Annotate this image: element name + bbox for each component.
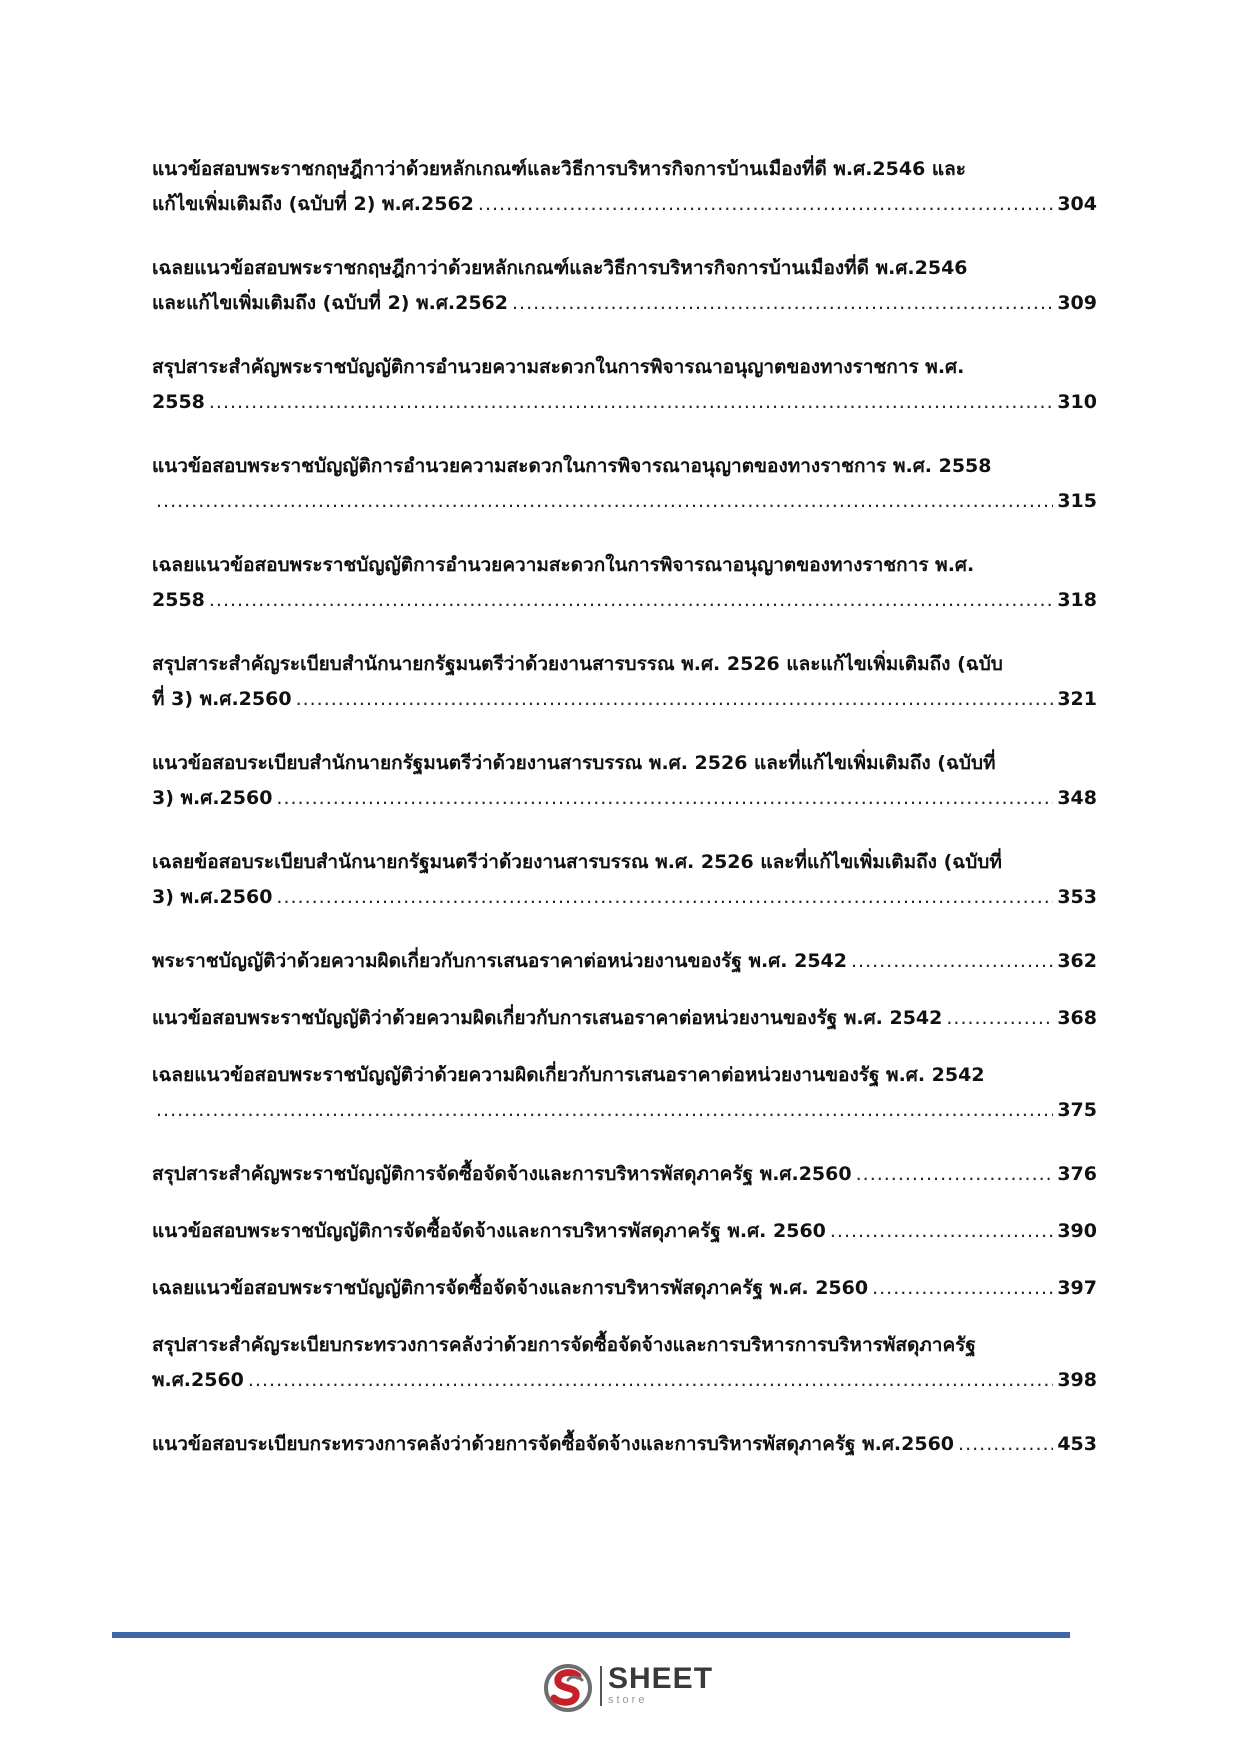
toc-entry[interactable]: [152, 1214, 1097, 1249]
logo-wordmark: SHEET: [608, 1662, 714, 1695]
dot-leader: [156, 1093, 1053, 1128]
toc-entry[interactable]: [152, 251, 1097, 321]
toc-entry[interactable]: [152, 746, 1097, 816]
toc-entry-last-line: [152, 484, 1097, 519]
toc-entry-title-tail: 2558: [152, 391, 205, 413]
toc-entry-title-tail: 3) พ.ศ.2560: [152, 787, 273, 809]
toc-entry-last-line: [152, 187, 1097, 222]
toc-page-number: 398: [1057, 1369, 1097, 1391]
dot-leader: [946, 1001, 1053, 1036]
toc-entry-last-line: [152, 880, 1097, 915]
toc-entry-last-line: [152, 1214, 1097, 1249]
toc-page-number: 453: [1057, 1433, 1097, 1455]
dot-leader: [872, 1271, 1053, 1306]
toc-entry-title-line: แนวข้อสอบพระราชบัญญัติการอำนวยความสะดวกในการพิจารณาอนุญาตของทางราชการ พ.ศ. 2558: [152, 455, 992, 477]
footer-divider: [112, 1632, 1070, 1638]
toc-entry-title-line: สรุปสาระสำคัญพระราชบัญญัติการอำนวยความสะดวกในการพิจารณาอนุญาตของทางราชการ พ.ศ.: [152, 356, 965, 378]
toc-entry-last-line: [152, 1271, 1097, 1306]
toc-entry-title-line: เฉลยแนวข้อสอบพระราชบัญญัติการอำนวยความสะดวกในการพิจารณาอนุญาตของทางราชการ พ.ศ.: [152, 554, 975, 576]
toc-entry-title-tail: แนวข้อสอบพระราชบัญญัติว่าด้วยความผิดเกี่ยวกับการเสนอราคาต่อหน่วยงานของรัฐ พ.ศ. 2542: [152, 1007, 943, 1029]
dot-leader: [296, 682, 1054, 717]
toc-entry-title-tail: แนวข้อสอบพระราชบัญญัติการจัดซื้อจัดจ้างและการบริหารพัสดุภาครัฐ พ.ศ. 2560: [152, 1220, 826, 1242]
toc-entry-last-line: [152, 1363, 1097, 1398]
toc-page-number: 321: [1057, 688, 1097, 710]
toc-entry[interactable]: [152, 1427, 1097, 1462]
toc-entry-last-line: [152, 385, 1097, 420]
toc-page-number: 375: [1057, 1099, 1097, 1121]
toc-entry-title-tail: แก้ไขเพิ่มเติมถึง (ฉบับที่ 2) พ.ศ.2562: [152, 193, 474, 215]
logo-separator: [600, 1666, 602, 1706]
toc-entry-last-line: [152, 1093, 1097, 1128]
dot-leader: [276, 880, 1053, 915]
toc-entry[interactable]: [152, 1157, 1097, 1192]
toc-page-number: 348: [1057, 787, 1097, 809]
toc-entry-title-tail: ที่ 3) พ.ศ.2560: [152, 688, 292, 710]
toc-entry[interactable]: [152, 1328, 1097, 1398]
toc-entry-last-line: [152, 781, 1097, 816]
toc-entry-title-line: เฉลยข้อสอบระเบียบสำนักนายกรัฐมนตรีว่าด้วยงานสารบรรณ พ.ศ. 2526 และที่แก้ไขเพิ่มเติมถึง (ฉบับที่: [152, 851, 1002, 873]
dot-leader: [958, 1427, 1053, 1462]
toc-page-number: 397: [1057, 1277, 1097, 1299]
toc-entry[interactable]: [152, 1271, 1097, 1306]
toc-page-number: 390: [1057, 1220, 1097, 1242]
toc-entry[interactable]: [152, 152, 1097, 222]
toc-page-number: 376: [1057, 1163, 1097, 1185]
dot-leader: [276, 781, 1053, 816]
dot-leader: [156, 484, 1053, 519]
toc-entry-last-line: [152, 944, 1097, 979]
toc-entry-title-line: แนวข้อสอบพระราชกฤษฎีกาว่าด้วยหลักเกณฑ์และวิธีการบริหารกิจการบ้านเมืองที่ดี พ.ศ.2546 และ: [152, 158, 967, 180]
dot-leader: [512, 286, 1053, 321]
toc-entry-title-tail: สรุปสาระสำคัญพระราชบัญญัติการจัดซื้อจัดจ้างและการบริหารพัสดุภาครัฐ พ.ศ.2560: [152, 1163, 852, 1185]
toc-entry[interactable]: [152, 1001, 1097, 1036]
toc-entry-last-line: [152, 1001, 1097, 1036]
toc-entry-title-line: แนวข้อสอบระเบียบสำนักนายกรัฐมนตรีว่าด้วยงานสารบรรณ พ.ศ. 2526 และที่แก้ไขเพิ่มเติมถึง (ฉบับที่: [152, 752, 996, 774]
toc-entry-title-tail: แนวข้อสอบระเบียบกระทรวงการคลังว่าด้วยการจัดซื้อจัดจ้างและการบริหารพัสดุภาครัฐ พ.ศ.2560: [152, 1433, 955, 1455]
toc-page-number: 310: [1057, 391, 1097, 413]
toc-page-number: 362: [1057, 950, 1097, 972]
toc-entry-last-line: [152, 583, 1097, 618]
toc-entry-last-line: [152, 682, 1097, 717]
dot-leader: [209, 583, 1053, 618]
toc-page-number: 318: [1057, 589, 1097, 611]
toc-entry-title-tail: 3) พ.ศ.2560: [152, 886, 273, 908]
toc-entry-title-tail: พ.ศ.2560: [152, 1369, 244, 1391]
toc-entry[interactable]: [152, 845, 1097, 915]
dot-leader: [851, 944, 1053, 979]
sheet-store-s-icon: [542, 1662, 594, 1714]
toc-entry[interactable]: [152, 647, 1097, 717]
toc-entry[interactable]: [152, 944, 1097, 979]
toc-entry[interactable]: [152, 1058, 1097, 1128]
dot-leader: [248, 1363, 1053, 1398]
toc-entry-last-line: [152, 1427, 1097, 1462]
toc-entry-last-line: [152, 1157, 1097, 1192]
toc-entry-title-line: เฉลยแนวข้อสอบพระราชบัญญัติว่าด้วยความผิดเกี่ยวกับการเสนอราคาต่อหน่วยงานของรัฐ พ.ศ. 2542: [152, 1064, 985, 1086]
toc-page-number: 309: [1057, 292, 1097, 314]
toc-entry-last-line: [152, 286, 1097, 321]
table-of-contents: [152, 152, 1097, 1484]
toc-entry-title-line: เฉลยแนวข้อสอบพระราชกฤษฎีกาว่าด้วยหลักเกณฑ์และวิธีการบริหารกิจการบ้านเมืองที่ดี พ.ศ.2546: [152, 257, 968, 279]
toc-entry-title-line: สรุปสาระสำคัญระเบียบกระทรวงการคลังว่าด้วยการจัดซื้อจัดจ้างและการบริหารการบริหารพัสดุภาครัฐ: [152, 1334, 976, 1356]
toc-page-number: 315: [1057, 490, 1097, 512]
dot-leader: [478, 187, 1053, 222]
dot-leader: [856, 1157, 1054, 1192]
toc-entry[interactable]: [152, 350, 1097, 420]
dot-leader: [830, 1214, 1053, 1249]
toc-entry-title-tail: 2558: [152, 589, 205, 611]
logo-subword: store: [608, 1694, 648, 1706]
toc-entry-title-tail: เฉลยแนวข้อสอบพระราชบัญญัติการจัดซื้อจัดจ้างและการบริหารพัสดุภาครัฐ พ.ศ. 2560: [152, 1277, 869, 1299]
toc-entry-title-line: สรุปสาระสำคัญระเบียบสำนักนายกรัฐมนตรีว่าด้วยงานสารบรรณ พ.ศ. 2526 และแก้ไขเพิ่มเติมถึง (ฉบับ: [152, 653, 1003, 675]
toc-entry-title-tail: พระราชบัญญัติว่าด้วยความผิดเกี่ยวกับการเสนอราคาต่อหน่วยงานของรัฐ พ.ศ. 2542: [152, 950, 847, 972]
dot-leader: [209, 385, 1053, 420]
toc-page-number: 353: [1057, 886, 1097, 908]
toc-entry[interactable]: [152, 449, 1097, 519]
toc-entry[interactable]: [152, 548, 1097, 618]
sheet-store-logo: [542, 1660, 722, 1720]
toc-page-number: 368: [1057, 1007, 1097, 1029]
toc-entry-title-tail: และแก้ไขเพิ่มเติมถึง (ฉบับที่ 2) พ.ศ.2562: [152, 292, 508, 314]
toc-page-number: 304: [1057, 193, 1097, 215]
